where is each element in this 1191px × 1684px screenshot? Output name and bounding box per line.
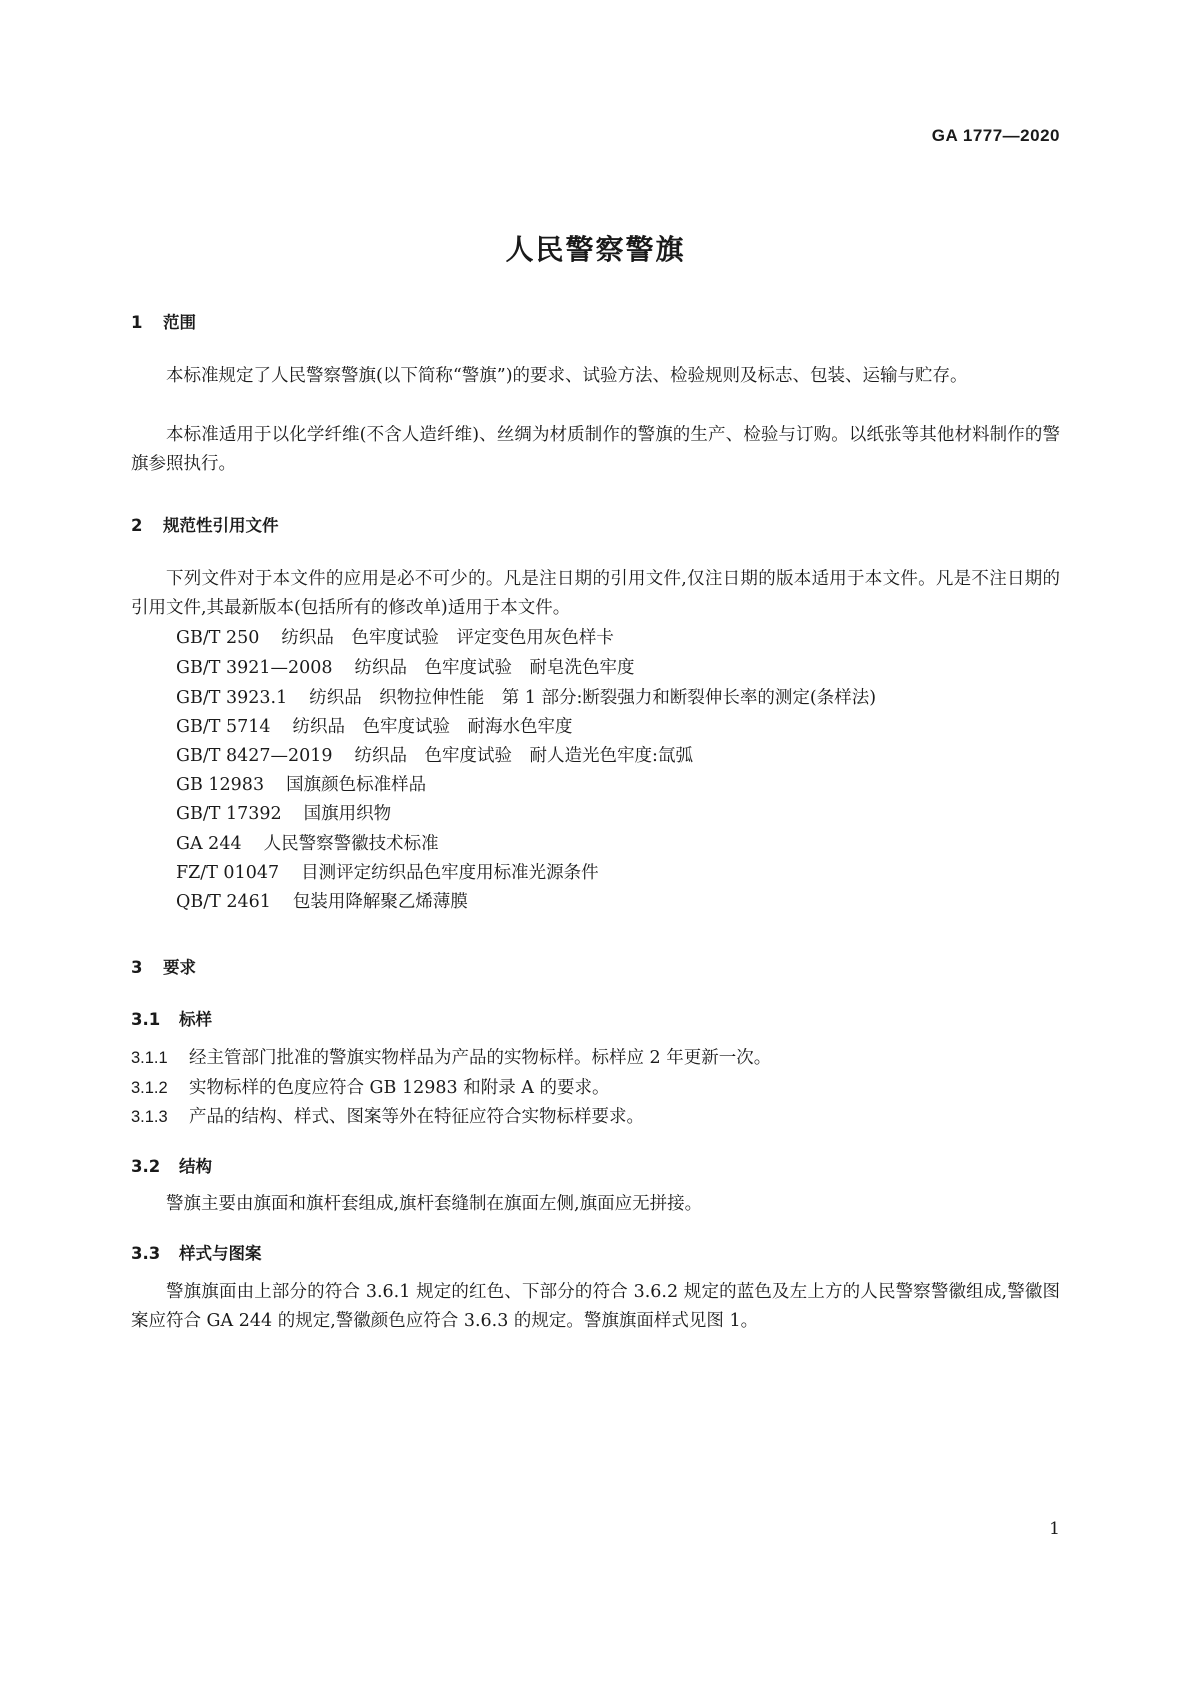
reference-item [176, 800, 391, 829]
reference-code: GB 12983 [176, 775, 265, 795]
clause-text: 产品的结构、样式、图案等外在特征应符合实物标样要求。 [189, 1107, 644, 1127]
section-heading-3 [131, 954, 196, 978]
reference-title: 国旗颜色标准样品 [286, 775, 427, 795]
section-title: 范围 [163, 313, 196, 332]
page-number: 1 [1049, 1519, 1060, 1539]
reference-code: GA 244 [176, 834, 242, 854]
subsection-number: 3.1 [131, 1010, 161, 1029]
section-heading-2 [131, 512, 279, 536]
clause-text: 经主管部门批准的警旗实物样品为产品的实物标样。标样应 2 年更新一次。 [189, 1048, 772, 1068]
clause-item [131, 1103, 644, 1132]
paragraph: 下列文件对于本文件的应用是必不可少的。凡是注日期的引用文件,仅注日期的版本适用于本文件。凡是不注日期的引用文件,其最新版本(包括所有的修改单)适用于本文件。 [131, 569, 1060, 618]
reference-code: GB/T 17392 [176, 804, 282, 824]
reference-code: GB/T 250 [176, 628, 260, 648]
paragraph: 本标准规定了人民警察警旗(以下简称“警旗”)的要求、试验方法、检验规则及标志、包装、运输与贮存。 [166, 366, 968, 386]
section-number: 3 [131, 958, 143, 977]
reference-title: 纺织品 色牢度试验 耐海水色牢度 [292, 717, 573, 737]
paragraph: 警旗旗面由上部分的符合 3.6.1 规定的红色、下部分的符合 3.6.2 规定的蓝色及左上方的人民警察警徽组成,警徽图案应符合 GA 244 的规定,警徽颜色应符合 3.6.3 的规定。警旗旗面样式见图 1。 [131, 1282, 1060, 1331]
section-heading-1 [131, 309, 196, 333]
subsection-number: 3.3 [131, 1244, 161, 1263]
reference-item [176, 713, 573, 742]
reference-item [176, 771, 426, 800]
reference-code: GB/T 5714 [176, 717, 271, 737]
clause-number: 3.1.1 [131, 1049, 168, 1067]
reference-item [176, 624, 614, 653]
standard-code: GA 1777—2020 [931, 126, 1060, 145]
paragraph: 本标准适用于以化学纤维(不含人造纤维)、丝绸为材质制作的警旗的生产、检验与订购。以纸张等其他材料制作的警旗参照执行。 [131, 425, 1060, 474]
subsection-heading-3-3 [131, 1240, 262, 1264]
reference-code: GB/T 8427—2019 [176, 746, 333, 766]
reference-title: 纺织品 色牢度试验 评定变色用灰色样卡 [281, 628, 614, 648]
reference-item [176, 742, 693, 771]
subsection-heading-3-2 [131, 1153, 212, 1177]
subsection-title: 样式与图案 [179, 1244, 262, 1263]
reference-title: 目测评定纺织品色牢度用标准光源条件 [301, 863, 599, 883]
clause-number: 3.1.2 [131, 1079, 168, 1097]
reference-title: 纺织品 色牢度试验 耐皂洗色牢度 [354, 658, 635, 678]
section-title: 要求 [163, 958, 196, 977]
reference-code: GB/T 3923.1 [176, 688, 288, 708]
reference-title: 人民警察警徽技术标准 [263, 834, 439, 854]
reference-title: 包装用降解聚乙烯薄膜 [292, 892, 468, 912]
clause-text: 实物标样的色度应符合 GB 12983 和附录 A 的要求。 [189, 1078, 610, 1098]
reference-item [176, 859, 599, 888]
subsection-title: 结构 [179, 1157, 212, 1176]
section-number: 1 [131, 313, 143, 332]
reference-title: 纺织品 色牢度试验 耐人造光色牢度:氙弧 [354, 746, 693, 766]
subsection-heading-3-1 [131, 1006, 212, 1030]
reference-title: 国旗用织物 [303, 804, 392, 824]
document-title: 人民警察警旗 [505, 233, 686, 266]
section-title: 规范性引用文件 [163, 516, 279, 535]
paragraph: 警旗主要由旗面和旗杆套组成,旗杆套缝制在旗面左侧,旗面应无拼接。 [166, 1194, 703, 1214]
reference-item [176, 830, 439, 859]
clause-number: 3.1.3 [131, 1108, 168, 1126]
subsection-title: 标样 [179, 1010, 212, 1029]
reference-item [176, 654, 635, 683]
reference-item [176, 888, 468, 917]
reference-code: GB/T 3921—2008 [176, 658, 333, 678]
reference-code: FZ/T 01047 [176, 863, 280, 883]
reference-code: QB/T 2461 [176, 892, 271, 912]
reference-title: 纺织品 织物拉伸性能 第 1 部分:断裂强力和断裂伸长率的测定(条样法) [309, 688, 877, 708]
clause-item [131, 1074, 609, 1103]
section-number: 2 [131, 516, 143, 535]
reference-item [176, 684, 876, 713]
clause-item [131, 1044, 771, 1073]
subsection-number: 3.2 [131, 1157, 161, 1176]
